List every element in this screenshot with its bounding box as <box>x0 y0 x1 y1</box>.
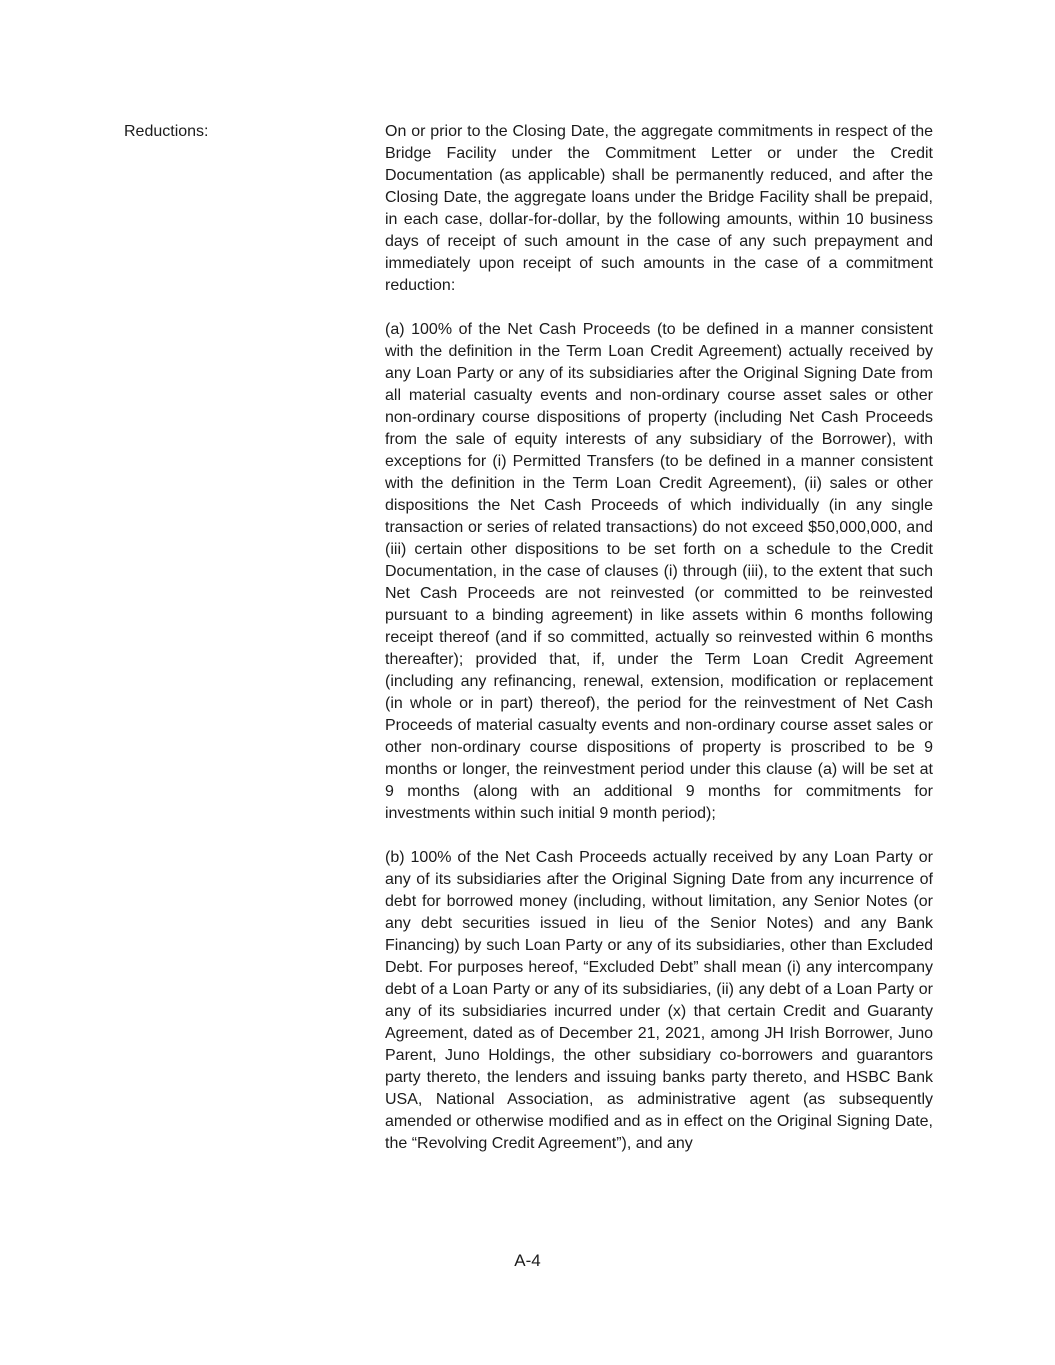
paragraph-clause-a: (a) 100% of the Net Cash Proceeds (to be defined in a manner consistent with the definition in the Term Loan Credit Agreement) actually received by any Loan Party or any of its subsidiaries after the Original Signing Date from all material casualty events and non-ordinary course asset sales or other non-ordinary course dispositions of property (including Net Cash Proceeds from the sale of equity interests of any subsidiary of the Borrower), with exceptions for (i) Permitted Transfers (to be defined in a manner consistent with the definition in the Term Loan Credit Agreement), (ii) sales or other dispositions the Net Cash Proceeds of which individually (in any single transaction or series of related transactions) do not exceed $50,000,000, and (iii) certain other dispositions to be set forth on a schedule to the Credit Documentation, in the case of clauses (i) through (iii), to the extent that such Net Cash Proceeds are not reinvested (or committed to be reinvested pursuant to a binding agreement) in like assets within 6 months following receipt thereof (and if so committed, actually so reinvested within 6 months thereafter); provided that, if, under the Term Loan Credit Agreement (including any refinancing, renewal, extension, modification or replacement (in whole or in part) thereof), the period for the reinvestment of Net Cash Proceeds of material casualty events and non-ordinary course asset sales or other non-ordinary course dispositions of property is proscribed to be 9 months or longer, the reinvestment period under this clause (a) will be set at 9 months (along with an additional 9 months for commitments for investments within such initial 9 month period); <box>385 321 933 822</box>
section-label: Reductions: <box>124 123 209 140</box>
page-number: A-4 <box>514 1251 541 1270</box>
paragraph-intro: On or prior to the Closing Date, the aggregate commitments in respect of the Bridge Facility under the Commitment Letter or under the Credit Documentation (as applicable) shall be permanently reduced, and after the Closing Date, the aggregate loans under the Bridge Facility shall be prepaid, in each case, dollar-for-dollar, by the following amounts, within 10 business days of receipt of such amount in the case of any such prepayment and immediately upon receipt of such amounts in the case of a commitment reduction: <box>385 123 933 294</box>
paragraph-clause-b: (b) 100% of the Net Cash Proceeds actually received by any Loan Party or any of its subsidiaries after the Original Signing Date from any incurrence of debt for borrowed money (including, without limitation, any Senior Notes (or any debt securities issued in lieu of the Senior Notes) and any Bank Financing) by such Loan Party or any of its subsidiaries, other than Excluded Debt. For purposes hereof, “Excluded Debt” shall mean (i) any intercompany debt of a Loan Party or any of its subsidiaries, (ii) any debt of a Loan Party or any of its subsidiaries incurred under (x) that certain Credit and Guaranty Agreement, dated as of December 21, 2021, among JH Irish Borrower, Juno Parent, Juno Holdings, the other subsidiary co-borrowers and guarantors party thereto, the lenders and issuing banks party thereto, and HSBC Bank USA, National Association, as administrative agent (as subsequently amended or otherwise modified and as in effect on the Original Signing Date, the “Revolving Credit Agreement”), and any <box>385 849 933 1152</box>
body-text-column <box>385 121 933 1177</box>
